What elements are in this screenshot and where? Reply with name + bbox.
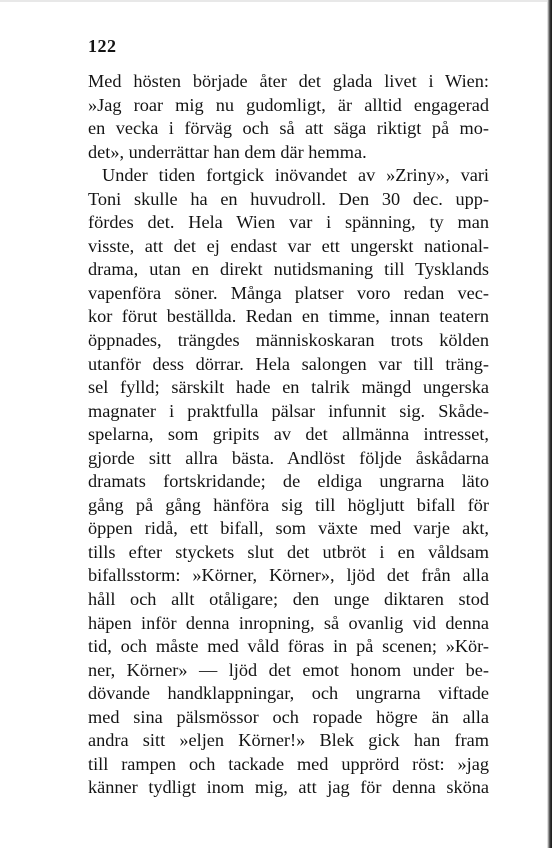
text-line: gjorde sitt allra bästa. Andlöst följde åskådarna — [88, 447, 489, 468]
text-line: känner tydligt inom mig, att jag för denna sköna — [88, 777, 489, 798]
scan-top-edge — [0, 0, 552, 2]
body-text — [88, 70, 489, 800]
text-line: öppen ridå, ett bifall, som växte med varje akt, — [88, 518, 489, 539]
text-line: spelarna, som gripits av det allmänna intresset, — [88, 424, 489, 445]
scan-right-edge — [547, 0, 552, 848]
text-line: sel fylld; särskilt hade en talrik mängd ungerska — [88, 377, 489, 398]
text-line: fördes det. Hela Wien var i spänning, ty man — [88, 212, 489, 233]
text-line: till rampen och tackade med upprörd röst: »jag — [88, 753, 489, 774]
text-line: en vecka i förväg och så att säga riktigt på mo- — [88, 118, 489, 139]
text-line: Under tiden fortgick inövandet av »Zriny», vari — [102, 165, 489, 186]
text-line: vapenföra söner. Många platser voro redan vec- — [88, 282, 489, 303]
text-line: drama, utan en direkt nutidsmaning till Tysklands — [88, 259, 489, 280]
page-number: 122 — [88, 36, 117, 56]
text-line: visste, att det ej endast var ett ungerskt national- — [88, 235, 489, 256]
text-line: öppnades, trängdes människoskaran trots kölden — [88, 330, 489, 351]
text-line: tid, och måste med våld föras in på scenen; »Kör- — [88, 636, 489, 657]
text-line: gång på gång hänföra sig till högljutt bifall för — [88, 494, 489, 515]
text-line: tills efter styckets slut det utbröt i en våldsam — [88, 541, 489, 562]
text-line: det», underrättar han dem där hemma. — [88, 141, 367, 162]
text-line: »Jag roar mig nu gudomligt, är alltid engagerad — [88, 94, 489, 115]
text-line: ner, Körner» — ljöd det emot honom under be- — [88, 659, 489, 680]
text-line: Toni skulle ha en huvudroll. Den 30 dec. upp- — [88, 188, 489, 209]
text-line: med sina pälsmössor och ropade högre än alla — [88, 706, 489, 727]
text-line: bifallsstorm: »Körner, Körner», ljöd det från alla — [88, 565, 489, 586]
text-line: magnater i praktfulla pälsar infunnit sig. Skåde- — [88, 400, 489, 421]
text-line: Med hösten började åter det glada livet i Wien: — [88, 71, 489, 91]
text-line: kor förut beställda. Redan en timme, innan teatern — [88, 306, 489, 327]
text-line: dramats fortskridande; de eldiga ungrarna läto — [88, 471, 489, 492]
text-line: håll och allt otåligare; den unge diktaren stod — [88, 589, 489, 610]
text-line: utanför dess dörrar. Hela salongen var till träng- — [88, 353, 489, 374]
text-line: andra sitt »eljen Körner!» Blek gick han fram — [88, 730, 489, 751]
text-line: häpen inför denna inropning, så ovanlig vid denna — [88, 612, 489, 633]
text-line: dövande handklappningar, och ungrarna viftade — [88, 683, 489, 704]
